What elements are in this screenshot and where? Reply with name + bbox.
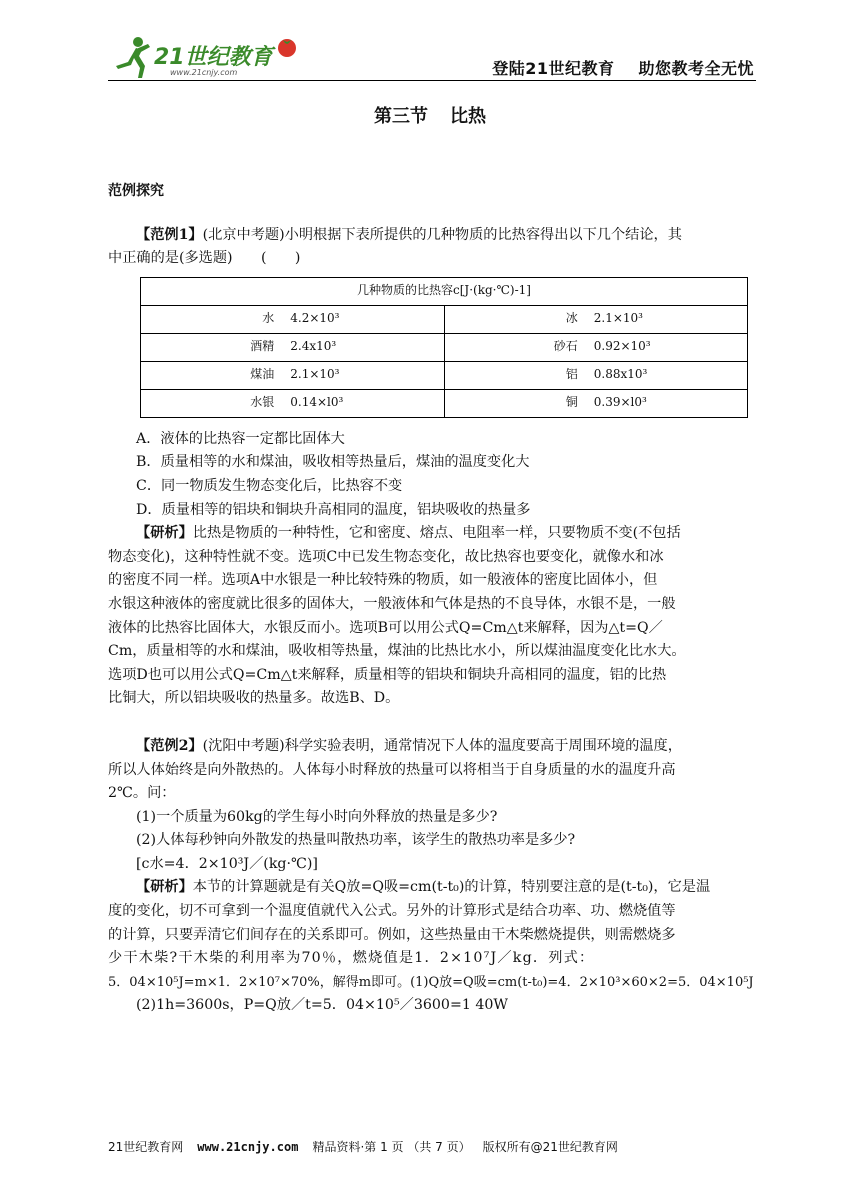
header-slogan [468,56,754,79]
logo-text: 21世纪教育 [154,45,273,70]
table-row [141,333,748,361]
example1-analysis-line: 的密度不同一样。选项A中水银是一种比较特殊的物质，如一般液体的密度比固体小，但 [108,572,658,589]
example2-subquestion: (1)一个质量为60kg的学生每小时向外释放的热量是多少? [136,808,498,825]
substance-value: 2.1×10³ [290,367,340,382]
example2-question-line: 2℃。问： [108,785,176,802]
substance-value: 4.2×10³ [290,311,340,326]
substance-name: 砂石 [553,339,578,354]
table-row [141,361,748,389]
option-b: B．质量相等的水和煤油，吸收相等热量后，煤油的温度变化大 [136,454,530,471]
runner-icon [108,34,156,80]
section-heading: 范例探究 [108,183,164,199]
example1-label: 【范例1】 [136,226,203,243]
substance-name: 煤油 [250,367,275,382]
logo-url: www.21cnjy.com [170,68,238,77]
example1-analysis-line: 选项D也可以用公式Q=Cm△t来解释，质量相等的铝块和铜块升高相同的温度，铝的比热 [108,666,667,683]
page-title [0,102,860,128]
example1-analysis-line: Cm，质量相等的水和煤油，吸收相等热量，煤油的比热比水小，所以煤油温度变化比水大。 [108,643,686,660]
example2-text: (沈阳中考题)科学实验表明，通常情况下人体的温度要高于周围环境的温度， [202,737,682,754]
tomato-icon [276,36,298,58]
example1-question-line1 [108,224,756,248]
example2-analysis-line: 5．04×10⁵J=m×1．2×10⁷×70%，解得m即可。(1)Q放=Q吸=cm(t-t₀)=4．2×10³×60×2=5．04×10⁵J [108,974,754,990]
substance-value: 0.92×10³ [593,339,651,354]
example2-analysis-line: 的计算，只要弄清它们间存在的关系即可。例如，这些热量由干木柴燃烧提供，则需燃烧多 [108,926,676,943]
table-row [141,305,748,333]
option-a: A．液体的比热容一定都比固体大 [136,430,345,447]
example1-question-line2: 中正确的是(多选题) ( ) [108,250,301,267]
substance-name: 冰 [565,311,578,326]
slogan-login: 登陆21世纪教育 [492,59,615,78]
header-divider [108,80,756,81]
example2-label: 【范例2】 [136,737,203,754]
footer-url[interactable]: www.21cnjy.com [197,1140,299,1154]
title-section: 第三节 [374,106,428,127]
page-footer [108,1138,756,1155]
document-body [108,180,756,1018]
specific-heat-table [140,277,748,418]
example1-analysis-line [108,522,756,546]
analysis-label: 【研析】 [136,525,193,542]
example1-analysis-line: 水银这种液体的密度就比很多的固体大，一般液体和气体是热的不良导体，水银不是，一般 [108,595,676,612]
table-row [141,389,748,417]
option-d: D．质量相等的铝块和铜块升高相同的温度，铝块吸收的热量多 [136,501,531,518]
example1-analysis-line: 液体的比热容比固体大，水银反而小。选项B可以用公式Q=Cm△t来解释，因为△t=Q／ [108,619,663,636]
example1-analysis-line: 比铜大，所以铝块吸收的热量多。故选B、D。 [108,690,400,707]
example2-given: [c水=4．2×10³J／(kg·℃)] [136,855,318,872]
example1-analysis-line: 物态变化)，这种特性就不变。选项C中已发生物态变化，故比热容也要变化，就像水和冰 [108,548,664,565]
substance-name: 酒精 [250,339,275,354]
substance-name: 水银 [250,395,275,410]
example1-text1: (北京中考题)小明根据下表所提供的几种物质的比热容得出以下几个结论，其 [202,226,682,243]
slogan-help: 助您教考全无忧 [638,59,754,78]
substance-name: 铜 [565,395,578,410]
example2-analysis-line: 度的变化，切不可拿到一个温度值就代入公式。另外的计算形式是结合功率、功、燃烧值等 [108,903,676,920]
substance-name: 铝 [565,367,578,382]
example2-analysis-line [108,876,756,900]
option-c: C．同一物质发生物态变化后，比热容不变 [136,477,403,494]
analysis-text: 本节的计算题就是有关Q放=Q吸=cm(t-t₀)的计算，特别要注意的是(t-t₀)，它是温 [192,879,711,896]
footer-page: 精品资料·第 1 页 （共 7 页） [312,1140,471,1154]
analysis-label: 【研析】 [136,879,193,896]
footer-site: 21世纪教育网 [108,1140,184,1154]
substance-name: 水 [262,311,275,326]
table-caption: 几种物质的比热容c[J·(kg·℃)-1] [141,277,748,305]
substance-value: 0.88x10³ [593,367,648,382]
substance-value: 0.39×l0³ [593,395,647,410]
title-topic: 比热 [450,106,486,127]
example2-subquestion: (2)人体每秒钟向外散发的热量叫散热功率，该学生的散热功率是多少? [136,832,576,849]
spacer [108,711,756,735]
example2-analysis-line: (2)1h=3600s，P=Q放／t=5．04×10⁵／3600=1 40W [136,997,508,1014]
example2-question-line: 所以人体始终是向外散热的。人体每小时释放的热量可以将相当于自身质量的水的温度升高 [108,761,676,778]
site-logo [108,34,308,82]
footer-copyright: 版权所有@21世纪教育网 [482,1140,618,1154]
analysis-text: 比热是物质的一种特性，它和密度、熔点、电阻率一样，只要物质不变(不包括 [192,525,681,542]
example2-analysis-line: 少干木柴?干木柴的利用率为70％，燃烧值是1．2×10⁷J／kg．列式： [108,950,595,967]
substance-value: 2.4x10³ [290,339,337,354]
example2-question-line [108,735,756,759]
substance-value: 0.14×l0³ [290,395,344,410]
page-header [108,28,756,84]
substance-value: 2.1×10³ [593,311,643,326]
